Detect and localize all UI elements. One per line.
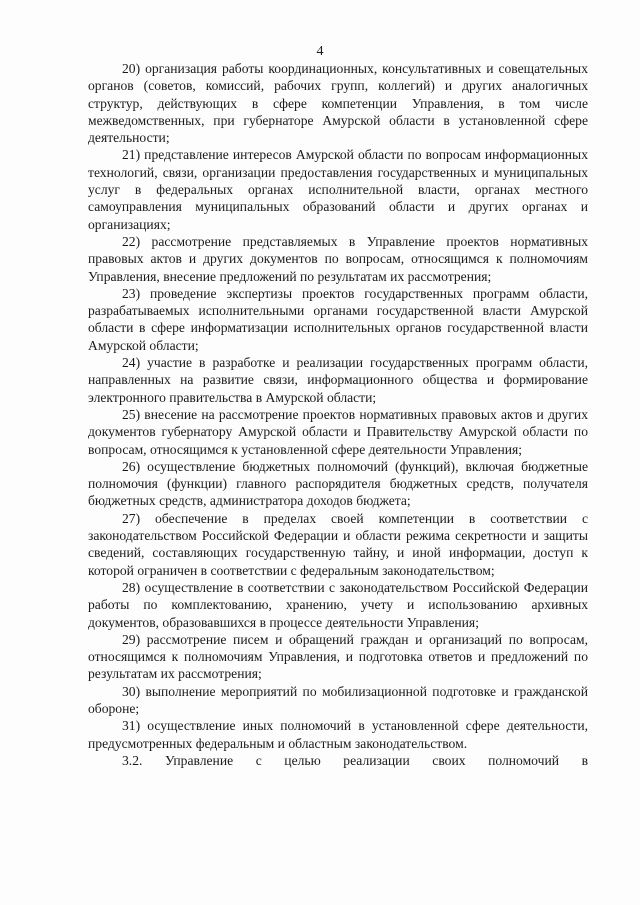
paragraph-item-23: 23) проведение экспертизы проектов государственных программ области, разрабатываемых исполнительными органами государственной власти Амурской области в сфере информатизации исполнительных органов государственной власти Амурской области;: [88, 285, 588, 353]
paragraph-item-22: 22) рассмотрение представляемых в Управление проектов нормативных правовых актов и других документов по вопросам, относящимся к полномочиям Управления, внесение предложений по результатам их рассмотрения;: [88, 233, 588, 284]
paragraph-item-31: 31) осуществление иных полномочий в установленной сфере деятельности, предусмотренных федеральным и областным законодательством.: [88, 718, 588, 751]
paragraph-item-21: 21) представление интересов Амурской области по вопросам информационных технологий, связи, организации предоставления государственных и муниципальных услуг в федеральных органах исполнительной власти, органах местного самоуправления муниципальных образований области и других органах и организациях;: [88, 147, 588, 232]
page-number: 4: [316, 44, 324, 59]
paragraph-item-29: 29) рассмотрение писем и обращений граждан и организаций по вопросам, относящимся к полномочиям Управления, и подготовка ответов и предложений по результатам их рассмотрения;: [88, 631, 588, 682]
document-body: [88, 60, 588, 769]
paragraph-item-28: 28) осуществление в соответствии с законодательством Российской Федерации работы по комплектованию, хранению, учету и использованию архивных документов, образовавшихся в процессе деятельности Управления;: [88, 579, 588, 630]
paragraph-item-26: 26) осуществление бюджетных полномочий (функций), включая бюджетные полномочия (функции) главного распорядителя бюджетных средств, получателя бюджетных средств, администратора доходов бюджета;: [88, 458, 588, 509]
paragraph-item-24: 24) участие в разработке и реализации государственных программ области, направленных на развитие связи, информационного общества и формирование электронного правительства в Амурской области;: [88, 355, 588, 405]
paragraph-item-30: 30) выполнение мероприятий по мобилизационной подготовке и гражданской обороне;: [88, 683, 588, 716]
paragraph-item-25: 25) внесение на рассмотрение проектов нормативных правовых актов и других документов губернатору Амурской области и Правительству Амурской области по вопросам, относящимся к установленной сфере деятельности Управления;: [88, 406, 588, 457]
paragraph-item-20: 20) организация работы координационных, консультативных и совещательных органов (советов, комиссий, рабочих групп, коллегий) и других аналогичных структур, действующих в сфере компетенции Управления, в том числе межведомственных, при губернаторе Амурской области в установленной сфере деятельности;: [88, 61, 588, 146]
paragraph-3-2-start: 3.2. Управление с целью реализации своих полномочий в: [122, 752, 588, 768]
paragraph-item-27: 27) обеспечение в пределах своей компетенции в соответствии с законодательством Российской Федерации и области режима секретности и защиты сведений, составляющих государственную тайну, и иной информации, доступ к которой ограничен в соответствии с федеральным законодательством;: [88, 510, 588, 578]
